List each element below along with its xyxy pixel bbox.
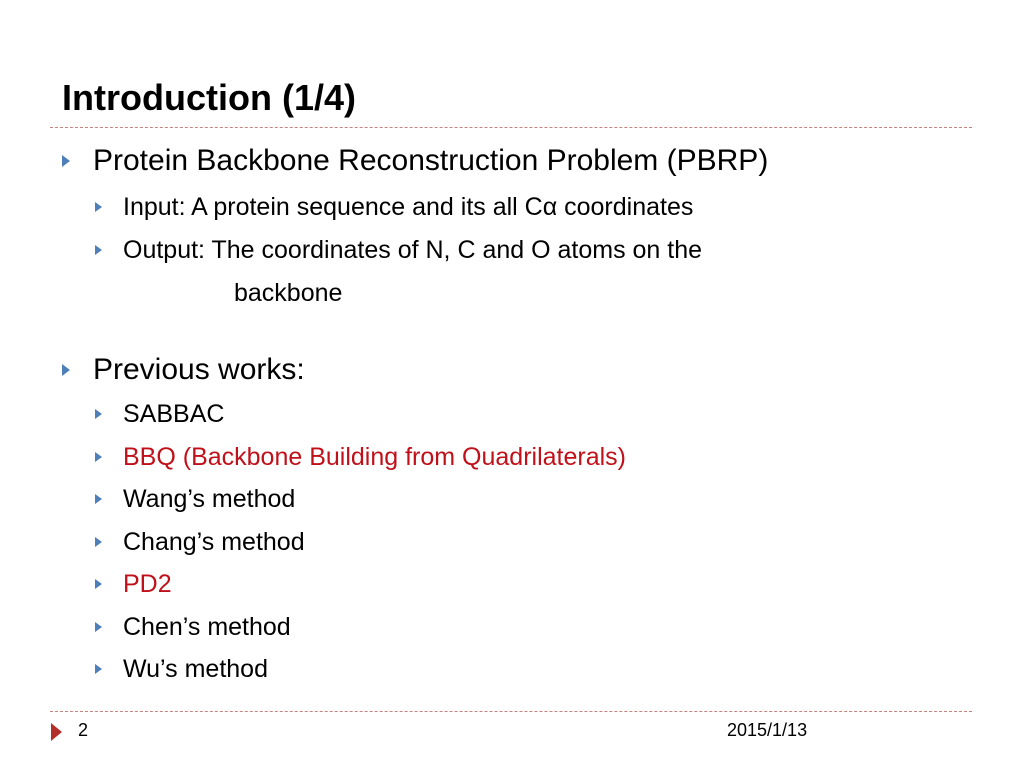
slide-date: 2015/1/13 <box>727 720 808 740</box>
work-bbq: BBQ (Backbone Building from Quadrilaterals) <box>123 443 627 471</box>
bullet-triangle-icon <box>62 155 70 167</box>
sub-bullet-input: Input: A protein sequence and its all Cα coordinates <box>123 193 694 221</box>
sub-bullet-triangle-icon <box>95 409 102 419</box>
sub-bullet-triangle-icon <box>95 202 102 212</box>
slide-title: Introduction (1/4) <box>62 77 356 118</box>
work-chang: Chang’s method <box>123 528 305 556</box>
sub-bullet-triangle-icon <box>95 452 102 462</box>
work-sabbac: SABBAC <box>123 400 225 428</box>
sub-bullet-triangle-icon <box>95 664 102 674</box>
sub-bullet-triangle-icon <box>95 537 102 547</box>
bullet-pbrp: Protein Backbone Reconstruction Problem (PBRP) <box>93 144 769 177</box>
footer-divider <box>50 711 972 712</box>
footer-triangle-icon <box>51 723 62 741</box>
sub-bullet-triangle-icon <box>95 622 102 632</box>
bullet-previous-works: Previous works: <box>93 353 305 386</box>
work-wang: Wang’s method <box>123 485 296 513</box>
title-divider <box>50 127 972 128</box>
sub-bullet-triangle-icon <box>95 494 102 504</box>
sub-bullet-output: Output: The coordinates of N, C and O atoms on the <box>123 236 703 264</box>
sub-bullet-triangle-icon <box>95 245 102 255</box>
bullet-triangle-icon <box>62 364 70 376</box>
work-wu: Wu’s method <box>123 655 268 683</box>
sub-bullet-triangle-icon <box>95 579 102 589</box>
page-number: 2 <box>78 720 89 740</box>
sub-bullet-output-continuation: backbone <box>234 279 343 307</box>
work-pd2: PD2 <box>123 570 172 598</box>
work-chen: Chen’s method <box>123 613 291 641</box>
